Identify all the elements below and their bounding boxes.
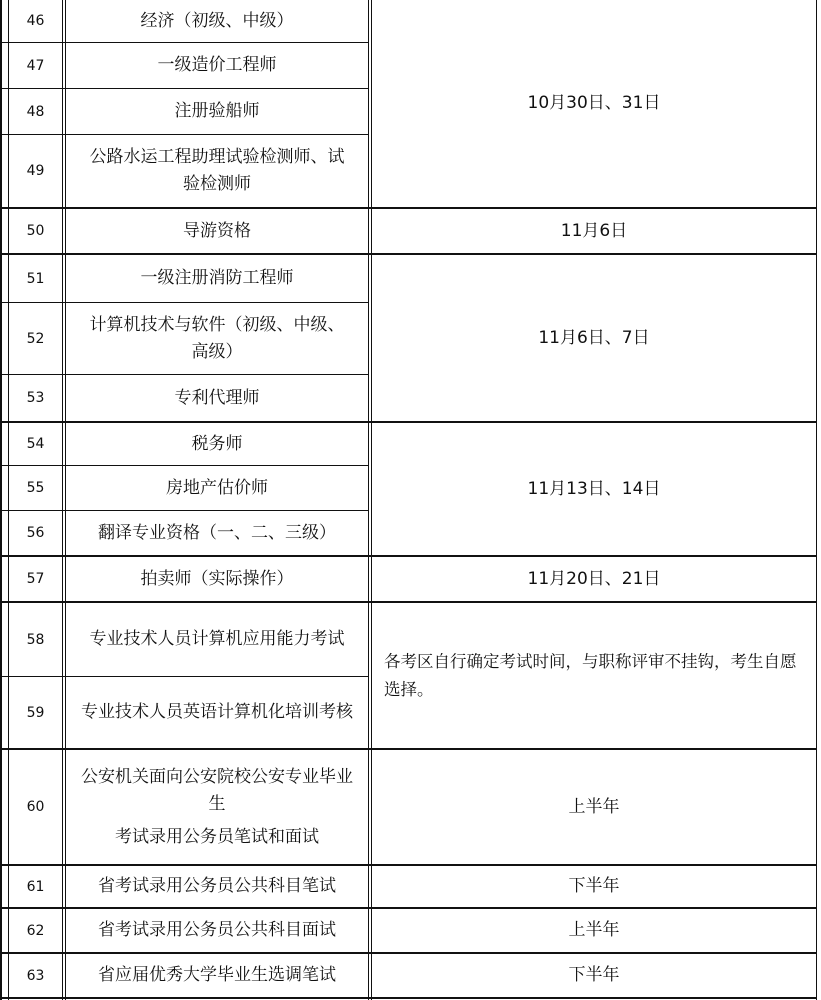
exam-name: 省应届优秀大学毕业生选调笔试 — [98, 965, 336, 985]
row-number: 63 — [26, 967, 45, 984]
row-number: 50 — [26, 223, 45, 239]
exam-date: 下半年 — [568, 876, 620, 896]
exam-name: 导游资格 — [183, 220, 251, 241]
exam-name: 公路水运工程助理试验检测师、试验检测师 — [89, 147, 345, 194]
table-right-border — [816, 0, 817, 1000]
exam-date-note: 各考区自行确定考试时间，与职称评审不挂钩，考生自愿选择。 — [384, 651, 797, 699]
row-number: 52 — [26, 330, 45, 347]
row-number: 47 — [26, 57, 45, 74]
row-number: 49 — [26, 163, 45, 179]
exam-name: 税务师 — [191, 433, 243, 454]
row-number: 56 — [26, 525, 45, 541]
row-number: 60 — [26, 799, 45, 815]
exam-name: 省考试录用公务员公共科目面试 — [98, 920, 336, 940]
exam-date: 上半年 — [568, 796, 620, 817]
exam-date: 11月13日、14日 — [527, 478, 661, 499]
exam-date: 10月30日、31日 — [527, 93, 661, 113]
col-divider-2 — [368, 0, 369, 1000]
exam-name: 一级注册消防工程师 — [140, 268, 294, 288]
exam-name: 专业技术人员计算机应用能力考试 — [89, 629, 345, 649]
row-number: 58 — [26, 631, 45, 648]
exam-name: 房地产估价师 — [166, 477, 268, 498]
exam-name: 拍卖师（实际操作） — [140, 568, 294, 589]
exam-name-multiline — [66, 750, 368, 864]
exam-date: 11月6日 — [560, 220, 628, 241]
exam-name: 注册验船师 — [174, 101, 260, 121]
row-number: 57 — [26, 571, 45, 587]
exam-date: 上半年 — [568, 920, 620, 940]
table-left-border — [0, 0, 2, 1000]
exam-name: 专业技术人员英语计算机化培训考核 — [81, 702, 353, 722]
exam-date: 11月6日、7日 — [538, 327, 650, 348]
exam-date: 11月20日、21日 — [527, 568, 661, 589]
row-number: 62 — [26, 922, 45, 939]
row-number: 48 — [26, 103, 45, 120]
table-bottom-border — [0, 997, 817, 999]
row-number: 53 — [26, 390, 45, 406]
row-number: 54 — [26, 436, 45, 452]
row-number: 55 — [26, 480, 45, 496]
row-number: 59 — [26, 704, 45, 721]
exam-name: 经济（初级、中级） — [140, 10, 294, 31]
exam-name: 专利代理师 — [174, 387, 260, 408]
exam-name: 翻译专业资格（一、二、三级） — [98, 522, 336, 543]
exam-name: 省考试录用公务员公共科目笔试 — [98, 876, 336, 896]
exam-date: 下半年 — [568, 965, 620, 985]
row-number: 61 — [26, 878, 45, 895]
exam-name: 一级造价工程师 — [157, 55, 277, 75]
exam-name: 计算机技术与软件（初级、中级、高级） — [89, 314, 345, 362]
exam-name-line: 考试录用公务员笔试和面试 — [115, 826, 319, 847]
exam-name-line: 公安机关面向公安院校公安专业毕业生 — [81, 766, 353, 814]
row-number: 46 — [26, 13, 45, 29]
col-divider-1 — [62, 0, 63, 1000]
row-number: 51 — [26, 270, 45, 287]
